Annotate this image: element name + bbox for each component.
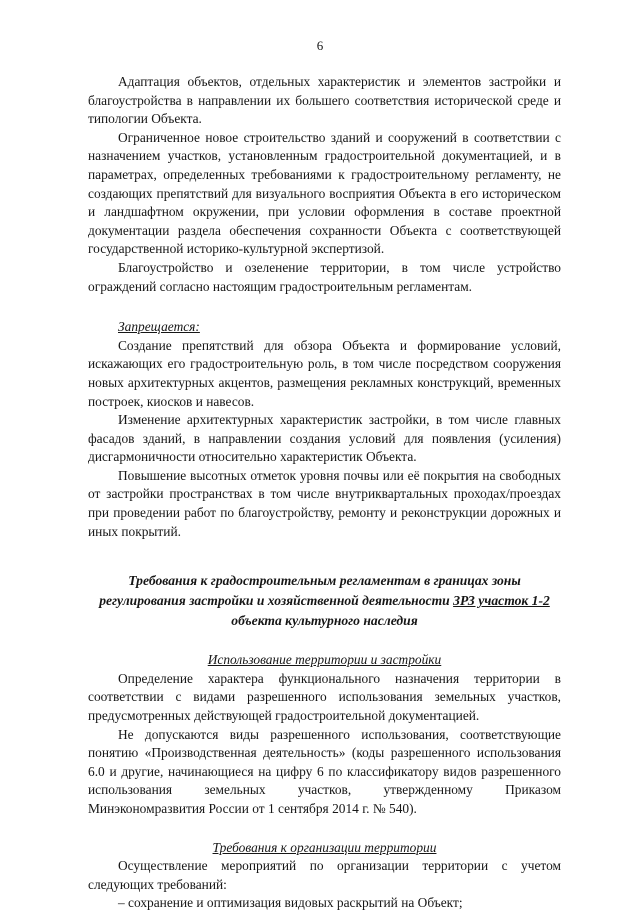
paragraph-landscaping: Благоустройство и озеленение территории, в том числе устройство ограждений согласно настоящим градостроительным регламентам. (88, 259, 561, 294)
zone-code: ЗРЗ участок 1-2 (453, 593, 550, 609)
section-heading (88, 571, 561, 631)
paragraph-organization-measures: Осуществление мероприятий по организации территории с учетом следующих требований: (88, 858, 561, 892)
land-use-title: Использование территории и застройки (207, 652, 442, 668)
section-heading-line-3: объекта культурного наследия (231, 613, 418, 629)
paragraph-adaptation: Адаптация объектов, отдельных характеристик и элементов застройки и благоустройства в направлении их большего соответствия исторической среде и типологии Объекта. (88, 74, 561, 127)
page-number: 6 (316, 38, 324, 53)
paragraph-prohibited-obstruction: Создание препятствий для обзора Объекта и формирование условий, искажающих его градостроительную роль, в том числе посредством сооружения новых архитектурных акцентов, размещения рекламных конструкций, временных построек, киосков и навесов. (88, 337, 561, 409)
paragraph-functional-purpose: Определение характера функционального назначения территории в соответствии с видами разрешенного использования земельных участков, предусмотренных действующей градостроительной документацией. (88, 670, 561, 724)
paragraph-new-construction: Ограниченное новое строительство зданий и сооружений в соответствии с назначением участков, установленным градостроительной документацией, и в параметрах, определенных требованиями к градостроительному регламенту, не создающих препятствий для визуального восприятия Объекта в его историческом и ландшафтном окружении, при условии оформления в составе проектной документации раздела обеспечения сохранности Объекта с соответствующей государственной историко-культурной экспертизой. (88, 129, 561, 257)
prohibited-label: Запрещается: (118, 319, 200, 335)
paragraph-production-activity: Не допускаются виды разрешенного использования, соответствующие понятию «Производственная деятельность» (коды разрешенного использования 6.0 и другие, начинающиеся на цифру 6 по классификатору видов разрешенного использования земельных участков, утвержденному Приказом Минэкономразвития России от 1 сентября 2014 г. № 540). (88, 726, 561, 816)
section-heading-line-2 (88, 591, 561, 611)
document-body (88, 73, 561, 913)
paragraph-prohibited-architecture: Изменение архитектурных характеристик застройки, в том числе главных фасадов зданий, в направлении создания условий для появления (усиления) дисгармоничности относительно характеристик Объекта. (88, 412, 561, 465)
paragraph-prohibited-soil-level: Повышение высотных отметок уровня почвы или её покрытия на свободных от застройки пространствах в том числе внутриквартальных проходах/проездах при проведении работ по благоустройству, ремонту и реконструкции дорожных и иных покрытий. (88, 467, 561, 539)
bullet-view-preservation: – сохранение и оптимизация видовых раскрытий на Объект; (118, 895, 463, 911)
section-heading-line-2-prefix: регулирования застройки и хозяйственной деятельности (99, 593, 450, 609)
organization-title: Требования к организации территории (212, 839, 437, 855)
section-heading-line-1: Требования к градостроительным регламентам в границах зоны (128, 573, 521, 589)
